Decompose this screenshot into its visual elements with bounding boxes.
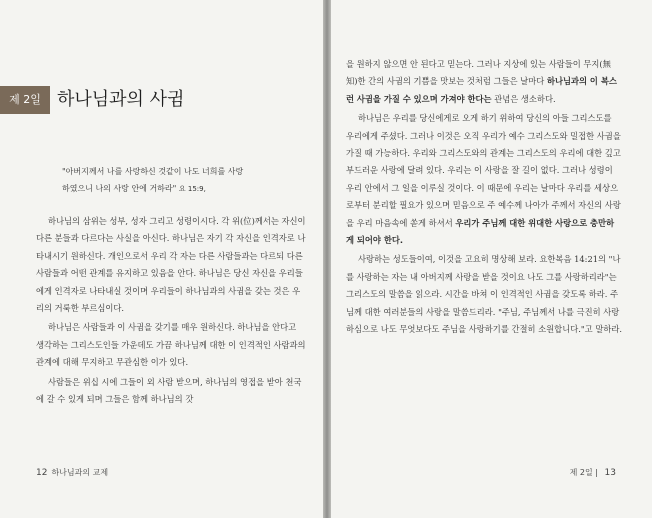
paragraph-text: 하나님은 우리를 당신에게로 오게 하기 위하여 당신의 아들 그리스도를 우리에게 주셨다. 그러나 이것은 오직 우리가 예수 그리스도와 밀접한 사귐을 가질 때 가능하다. 우리와 그리스도와의 관계는 그리스도의 우리에 대한 깊고 부드러운 사랑에 달려 있다. 우리는 이 사랑을 잘 길이 없다. 그러나 성령이 우리 안에서 그 일을 이루실 것이다. 이 때문에 우리는 날마다 우리를 세상으로부터 분리할 필요가 있으며 믿음으로 주 예수께 나아가 주께서 자신의 사랑을 우리 마음속에 쏟게 하셔서	[346, 113, 621, 228]
epigraph-reference: 요 15:9,	[178, 185, 206, 193]
emphasized-text: 우리가 주님께 대한 위대한 사랑으로 충만하게 되어야 한다.	[346, 217, 615, 246]
page-number: 12	[36, 468, 48, 478]
page-number: 13	[604, 468, 616, 478]
paragraph: 사람들은 위십 시에 그들이 외 사람 받으며, 하나님의 영접을 받아 천국에 갈 수 있게 되며 그들은 함께 하나님의 갓	[36, 376, 302, 405]
emphasized-text: 하나님과의 이 복스런 사귐을 가질 수 있으며 가져야 한다는	[346, 76, 617, 104]
paragraph: 하나님은 사람들과 이 사귐을 갖기를 매우 원하신다. 하나님을 안다고 생각하는 그리스도인들 가운데도 가끔 하나님께 대한 이 인격적인 사람과의 관계에 대해 무지하고 무관심한 이가 있다.	[36, 322, 306, 368]
left-page-footer	[36, 467, 108, 478]
running-title: 제 2일	[569, 468, 593, 477]
paragraph: 하나님의 삼위는 성부, 성자 그리고 성령이시다. 각 위(位)께서는 자신이 다른 분들과 다르다는 사실을 아신다. 하나님은 자기 각 자신을 인격자로 나타내시기 원하신다. 개인으로서 우리 각 자는 다른 사람들과는 다르되 다른 사람들과 어떤 관계를 유지하고 있음을 안다. 하나님은 당신 자신을 우리들에게 인격자로 나타내실 것이며 우리들이 하나님과의 사귐을 갖는 것은 우리의 거룩한 부르심이다.	[36, 216, 306, 314]
footer-separator: |	[595, 468, 598, 477]
epigraph-line	[62, 180, 302, 198]
epigraph-line: "아버지께서 나를 사랑하신 것같이 나도 너희를 사랑	[62, 167, 244, 176]
chapter-label: 제 2일	[0, 86, 50, 114]
right-body-text	[346, 56, 622, 339]
chapter-title: 하나님과의 사귐	[57, 89, 185, 110]
left-body-text	[36, 213, 306, 408]
paragraph-tail: 관념은 생소하다.	[491, 93, 556, 104]
left-page	[0, 0, 323, 518]
paragraph	[346, 56, 622, 108]
paragraph-text: 을 원하지 않으면 안 된다고 믿는다. 그러나 지상에 있는 사람들이 무지(無知)한 간의 사귐의 기쁨을 맛보는 것처럼 그들은 날마다	[346, 59, 611, 87]
right-page-footer	[570, 467, 616, 478]
chapter-heading	[0, 86, 300, 114]
book-gutter	[323, 0, 331, 518]
running-title: 하나님과의 교제	[51, 468, 109, 477]
epigraph-line-text: 하였으니 나의 사랑 안에 거하라"	[62, 184, 177, 193]
paragraph	[346, 110, 622, 249]
epigraph	[62, 163, 302, 198]
paragraph: 사랑하는 성도들이여, 이것을 고요히 명상해 보라. 요한복음 14:21의 "나를 사랑하는 자는 내 아버지께 사랑을 받을 것이요 나도 그를 사랑하리라"는 그리스도의 말씀을 읽으라. 시간을 바쳐 이 인격적인 사귐을 갖도록 하라. 주님께 대한 여러분들의 사랑을 말씀드리라. "주님, 주님께서 나를 극진히 사랑하심으로 나도 무엇보다도 주님을 사랑하기를 간절히 소원합니다."고 말하라.	[346, 254, 623, 335]
